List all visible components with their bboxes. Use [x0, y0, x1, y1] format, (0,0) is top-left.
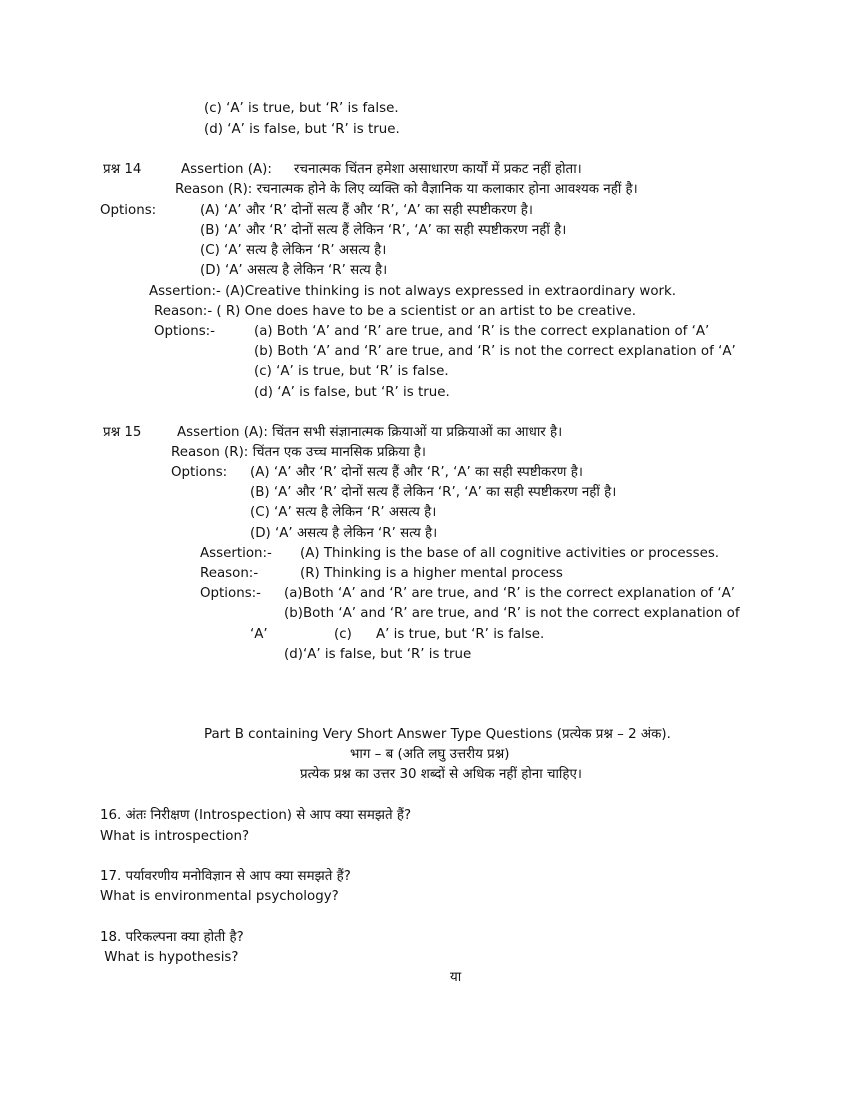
or-text: या	[450, 970, 462, 985]
q14-assertion-label: Assertion (A):	[181, 162, 272, 177]
q14-option-c-english: (c) ‘A’ is true, but ‘R’ is false.	[254, 364, 449, 379]
q18-english: What is hypothesis?	[100, 950, 239, 965]
q14-assertion-hindi: रचनात्मक चिंतन हमेशा असाधारण कार्यों में प्रकट नहीं होता।	[294, 162, 582, 177]
q15-option-b-english: (b)Both ‘A’ and ‘R’ are true, and ‘R’ is not the correct explanation of	[284, 606, 740, 621]
q15-option-d-hindi: (D) ‘A’ असत्य है लेकिन ‘R’ सत्य है।	[250, 526, 438, 541]
q17-hindi: 17. पर्यावरणीय मनोविज्ञान से आप क्या समझते हैं?	[100, 869, 351, 884]
q13-option-c: (c) ‘A’ is true, but ‘R’ is false.	[204, 101, 399, 116]
q15-assertion-english-label: Assertion:-	[200, 546, 272, 561]
part-b-heading-hindi: भाग – ब (अति लघु उत्तरीय प्रश्न)	[350, 747, 510, 762]
q15-option-a-hindi: (A) ‘A’ और ‘R’ दोनों सत्य हैं और ‘R’, ‘A’ का सही स्पष्टीकरण है।	[250, 465, 583, 480]
q15-option-c-label: (c)	[334, 627, 352, 642]
q15-option-b-hindi: (B) ‘A’ और ‘R’ दोनों सत्य हैं लेकिन ‘R’, ‘A’ का सही स्पष्टीकरण नहीं है।	[250, 485, 617, 500]
q14-assertion-english: Assertion:- (A)Creative thinking is not always expressed in extraordinary work.	[149, 284, 677, 299]
q15-assertion-hindi: Assertion (A): चिंतन सभी संज्ञानात्मक क्रियाओं या प्रक्रियाओं का आधार है।	[177, 425, 563, 440]
q17-english: What is environmental psychology?	[100, 889, 339, 904]
q14-label: प्रश्न 14	[103, 162, 142, 177]
q15-option-a-english: (a)Both ‘A’ and ‘R’ are true, and ‘R’ is the correct explanation of ‘A’	[284, 586, 736, 601]
q14-option-a-hindi: (A) ‘A’ और ‘R’ दोनों सत्य हैं और ‘R’, ‘A’ का सही स्पष्टीकरण है।	[200, 203, 533, 218]
q15-assertion-english: (A) Thinking is the base of all cognitive activities or processes.	[300, 546, 720, 561]
q15-reason-hindi: Reason (R): चिंतन एक उच्च मानसिक प्रक्रिया है।	[171, 445, 426, 460]
q15-options-english-label: Options:-	[200, 586, 262, 601]
part-b-heading: Part B containing Very Short Answer Type Questions (प्रत्येक प्रश्न – 2 अंक).	[204, 727, 671, 742]
q14-option-c-hindi: (C) ‘A’ सत्य है लेकिन ‘R’ असत्य है।	[200, 243, 387, 258]
q18-hindi: 18. परिकल्पना क्या होती है?	[100, 930, 244, 945]
q15-option-c-english: A’ is true, but ‘R’ is false.	[376, 627, 545, 642]
q14-options-english-label: Options:-	[154, 324, 216, 339]
q15-reason-english: (R) Thinking is a higher mental process	[300, 566, 563, 581]
q15-options-label: Options:	[171, 465, 228, 480]
part-b-instruction: प्रत्येक प्रश्न का उत्तर 30 शब्दों से अधिक नहीं होना चाहिए।	[300, 767, 582, 782]
q14-option-b-english: (b) Both ‘A’ and ‘R’ are true, and ‘R’ is not the correct explanation of ‘A’	[254, 344, 736, 359]
q15-option-d-english: (d)‘A’ is false, but ‘R’ is true	[284, 647, 472, 662]
q14-option-d-hindi: (D) ‘A’ असत्य है लेकिन ‘R’ सत्य है।	[200, 263, 388, 278]
q14-reason-hindi: Reason (R): रचनात्मक होने के लिए व्यक्ति को वैज्ञानिक या कलाकार होना आवश्यक नहीं है।	[175, 182, 638, 197]
q15-label: प्रश्न 15	[103, 425, 142, 440]
q14-reason-english: Reason:- ( R) One does have to be a scientist or an artist to be creative.	[154, 304, 637, 319]
q15-reason-english-label: Reason:-	[200, 566, 259, 581]
q13-option-d: (d) ‘A’ is false, but ‘R’ is true.	[204, 122, 400, 137]
q15-option-c-hindi: (C) ‘A’ सत्य है लेकिन ‘R’ असत्य है।	[250, 505, 437, 520]
q14-option-d-english: (d) ‘A’ is false, but ‘R’ is true.	[254, 385, 450, 400]
q14-options-label: Options:	[100, 203, 157, 218]
q16-hindi: 16. अंतः निरीक्षण (Introspection) से आप क्या समझते हैं?	[100, 808, 412, 823]
q15-option-b-tail: ‘A’	[250, 627, 268, 642]
q14-option-a-english: (a) Both ‘A’ and ‘R’ are true, and ‘R’ is the correct explanation of ‘A’	[254, 324, 710, 339]
q14-option-b-hindi: (B) ‘A’ और ‘R’ दोनों सत्य हैं लेकिन ‘R’, ‘A’ का सही स्पष्टीकरण नहीं है।	[200, 223, 567, 238]
q16-english: What is introspection?	[100, 829, 250, 844]
